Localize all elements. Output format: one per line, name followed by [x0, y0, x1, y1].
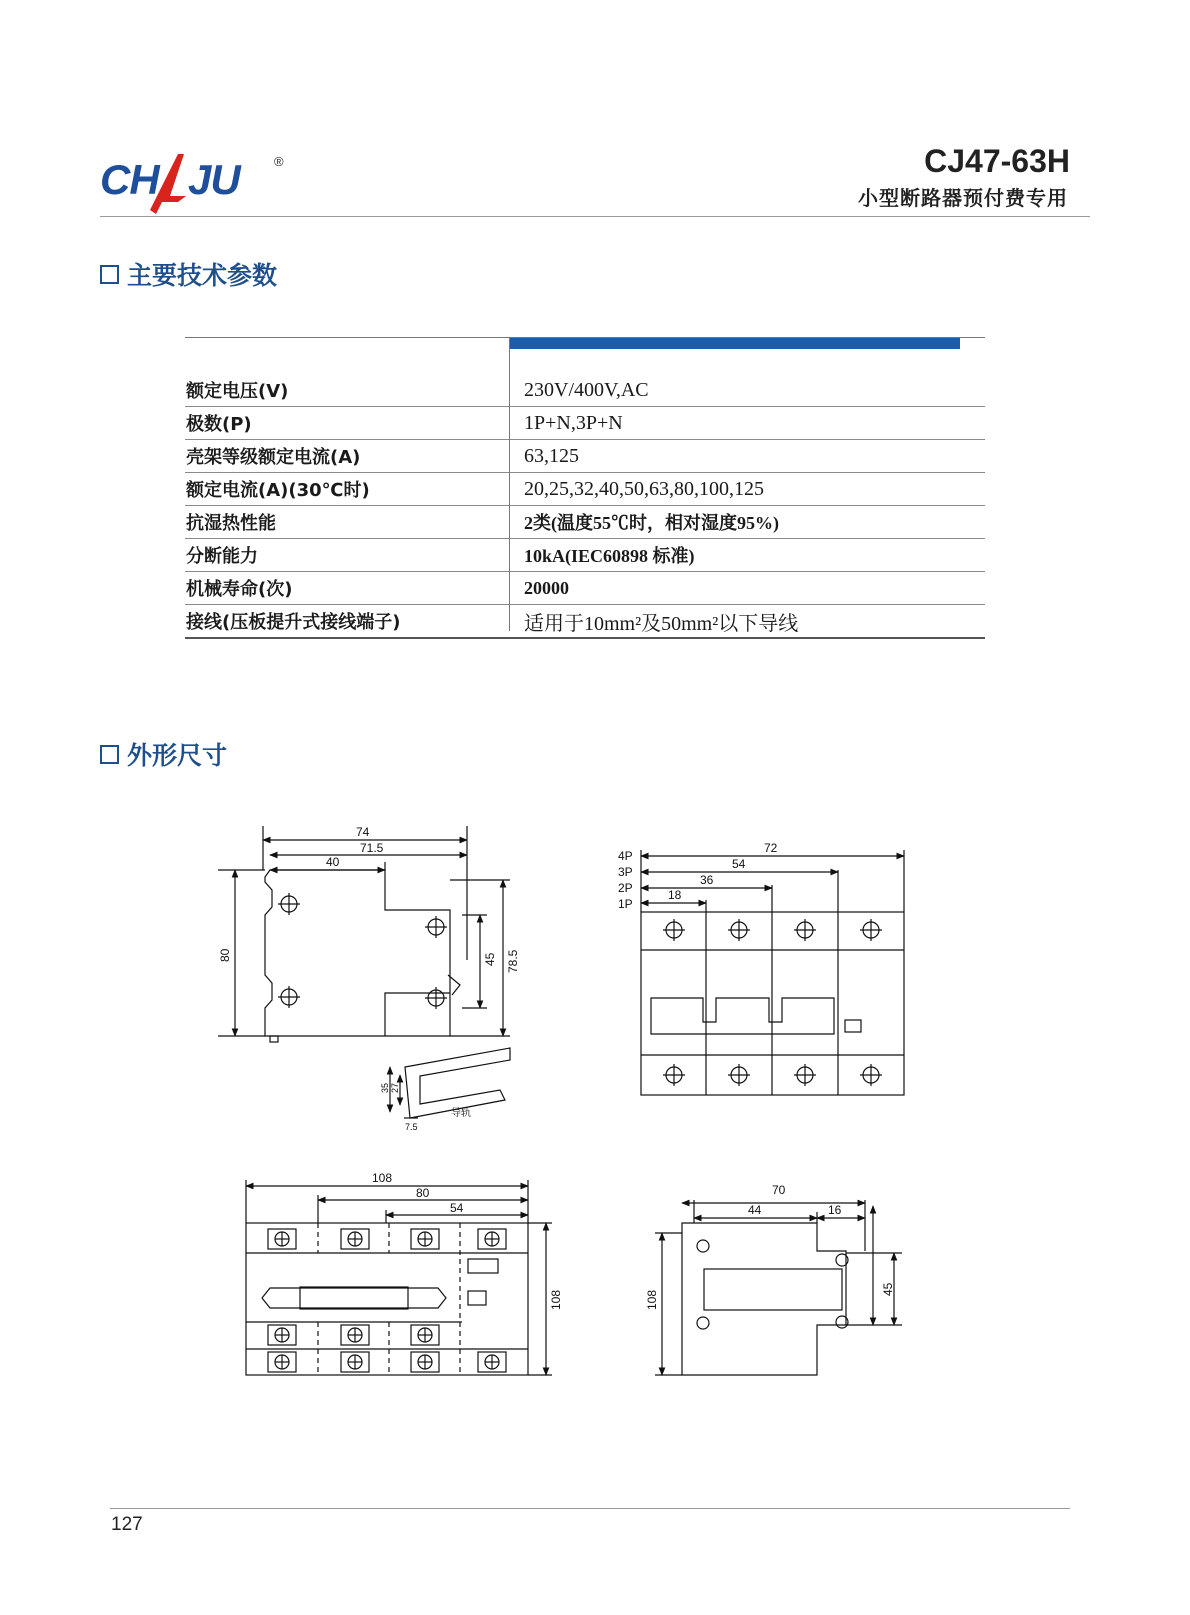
dim-44: 44	[748, 1203, 762, 1217]
dim-45: 45	[483, 952, 497, 966]
spec-value: 230V/400V,AC	[524, 378, 649, 401]
front-view-drawing	[641, 850, 904, 1095]
bottom-side-drawing	[655, 1200, 902, 1375]
dim-71-5: 71.5	[360, 841, 384, 855]
product-subtitle: 小型断路器预付费专用	[858, 186, 1068, 210]
footer-divider	[110, 1508, 1070, 1509]
spec-value: 20,25,32,40,50,63,80,100,125	[524, 477, 764, 500]
spec-value: 20000	[524, 577, 569, 598]
dim-rail-7-5: 7.5	[405, 1122, 418, 1132]
dim-54: 54	[732, 857, 746, 871]
spec-value: 1P+N,3P+N	[524, 411, 623, 434]
dim-16: 16	[828, 1203, 842, 1217]
model-number: CJ47-63H	[924, 143, 1070, 179]
dim-rail-35: 35	[380, 1082, 390, 1093]
dim-108-top: 108	[372, 1171, 393, 1185]
dim-rail-27: 27	[390, 1082, 400, 1093]
dim-108-side: 108	[549, 1289, 563, 1310]
dim-108-left: 108	[645, 1289, 659, 1310]
section-specs-title: 主要技术参数	[127, 261, 278, 290]
spec-value: 63,125	[524, 444, 579, 467]
dim-36: 36	[700, 873, 714, 887]
section-dims-title: 外形尺寸	[127, 741, 228, 770]
dim-70: 70	[772, 1183, 786, 1197]
label-2p: 2P	[618, 881, 633, 895]
dim-74: 74	[356, 825, 370, 839]
spec-label: 机械寿命(次)	[186, 579, 293, 600]
spec-label: 额定电流(A)(30℃时)	[186, 480, 370, 501]
spec-label: 额定电压(V)	[186, 381, 289, 402]
rail-label: 导轨	[451, 1108, 471, 1119]
dim-80: 80	[218, 948, 232, 962]
dim-18: 18	[668, 888, 682, 902]
label-3p: 3P	[618, 865, 633, 879]
label-4p: 4P	[618, 849, 633, 863]
svg-text:CH: CH	[100, 156, 159, 203]
spec-value: 2类(温度55℃时，相对湿度95%)	[524, 513, 779, 533]
spec-label: 抗湿热性能	[186, 513, 276, 534]
page-number: 127	[111, 1514, 143, 1535]
din-rail-drawing	[390, 1048, 510, 1118]
dim-72: 72	[764, 841, 778, 855]
dim-78-5: 78.5	[506, 949, 520, 973]
spec-value: 适用于10mm²及50mm²以下导线	[524, 612, 799, 635]
dim-54-bottom: 54	[450, 1201, 464, 1215]
dim-45-right: 45	[881, 1282, 895, 1296]
label-1p: 1P	[618, 897, 633, 911]
spec-label: 接线(压板提升式接线端子)	[186, 612, 401, 633]
svg-text:JU: JU	[188, 156, 240, 203]
dim-40: 40	[326, 855, 340, 869]
svg-text:®: ®	[274, 154, 284, 169]
spec-label: 分断能力	[186, 546, 258, 567]
spec-label: 极数(P)	[186, 414, 252, 435]
spec-label: 壳架等级额定电流(A)	[186, 447, 361, 468]
spec-value: 10kA(IEC60898 标准)	[524, 546, 695, 566]
dim-80-bottom: 80	[416, 1186, 430, 1200]
side-view-drawing	[218, 826, 510, 1042]
bottom-front-drawing	[246, 1180, 552, 1375]
